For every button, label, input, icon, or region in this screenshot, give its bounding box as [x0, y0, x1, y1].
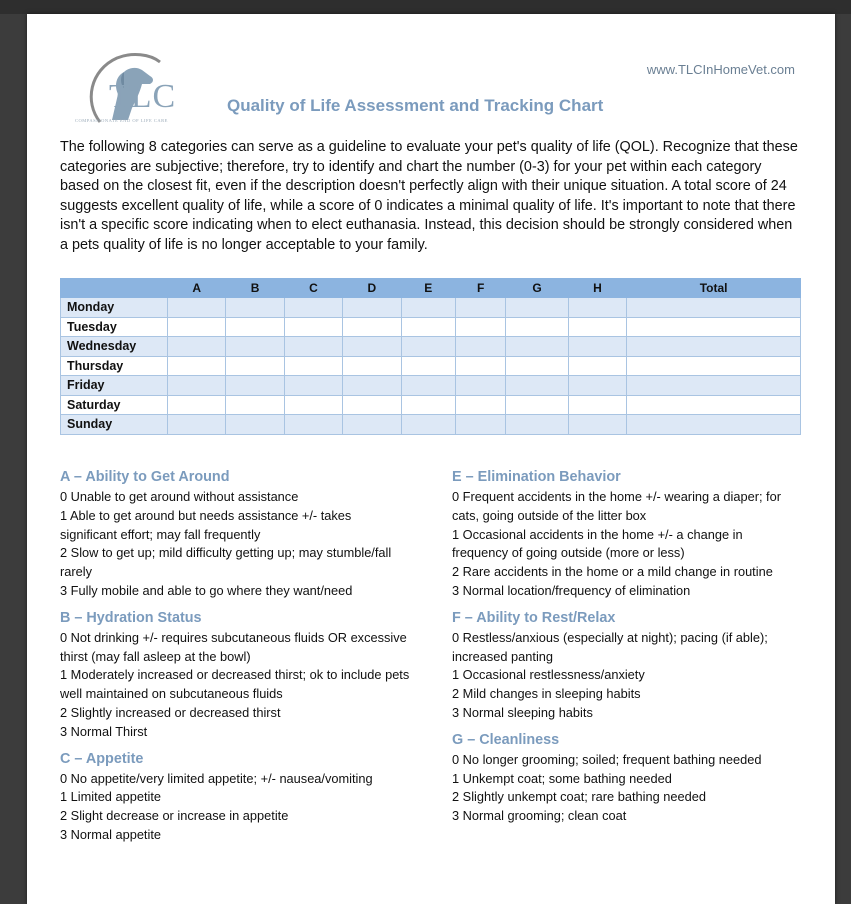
table-header-day [61, 279, 168, 298]
score-cell[interactable] [506, 395, 568, 415]
category-item: 1 Moderately increased or decreased thirst; ok to include pets well maintained on subcutaneous fluids [60, 667, 410, 702]
score-cell[interactable] [168, 337, 226, 357]
category-title: F – Ability to Rest/Relax [452, 609, 616, 626]
score-cell[interactable] [284, 317, 342, 337]
category-item: 3 Normal Thirst [60, 723, 148, 739]
category-item: 0 Frequent accidents in the home +/- wearing a diaper; for cats, going outside of the litter box [452, 489, 781, 523]
viewer-top-bar [0, 0, 851, 14]
score-cell[interactable] [226, 395, 284, 415]
score-cell[interactable] [627, 356, 801, 376]
score-cell[interactable] [455, 376, 505, 396]
day-label: Tuesday [61, 317, 168, 337]
score-cell[interactable] [506, 298, 568, 318]
score-cell[interactable] [627, 415, 801, 435]
score-cell[interactable] [506, 337, 568, 357]
score-cell[interactable] [627, 317, 801, 337]
category-block [452, 609, 802, 723]
day-label: Friday [61, 376, 168, 396]
score-cell[interactable] [568, 317, 626, 337]
tracking-table-header [61, 279, 801, 298]
score-cell[interactable] [627, 395, 801, 415]
score-cell[interactable] [343, 356, 401, 376]
score-cell[interactable] [401, 356, 455, 376]
day-label: Wednesday [61, 337, 168, 357]
score-cell[interactable] [226, 376, 284, 396]
category-item: 1 Unkempt coat; some bathing needed [452, 770, 672, 786]
score-cell[interactable] [455, 337, 505, 357]
table-row [61, 415, 801, 435]
score-cell[interactable] [284, 415, 342, 435]
score-cell[interactable] [455, 415, 505, 435]
category-item: 2 Mild changes in sleeping habits [452, 686, 641, 702]
score-cell[interactable] [168, 298, 226, 318]
category-title: E – Elimination Behavior [452, 469, 621, 485]
table-row [61, 356, 801, 376]
category-item: 2 Slow to get up; mild difficulty getting up; may stumble/fall rarely [60, 545, 392, 580]
score-cell[interactable] [506, 415, 568, 435]
score-cell[interactable] [168, 317, 226, 337]
score-cell[interactable] [455, 317, 505, 337]
score-cell[interactable] [506, 317, 568, 337]
category-item: 0 No appetite/very limited appetite; +/- nausea/vomiting [60, 770, 373, 786]
table-header-f: F [455, 279, 505, 298]
category-item: 2 Slight decrease or increase in appetite [60, 808, 289, 824]
table-header-h: H [568, 279, 626, 298]
category-item: 0 Not drinking +/- requires subcutaneous fluids OR excessive thirst (may fall asleep at the bowl) [60, 629, 407, 664]
category-item: 1 Occasional accidents in the home +/- a change in frequency of going outside (more or less) [452, 526, 743, 561]
score-cell[interactable] [226, 317, 284, 337]
score-cell[interactable] [455, 298, 505, 318]
day-label: Saturday [61, 395, 168, 415]
score-cell[interactable] [568, 415, 626, 435]
category-block [60, 468, 410, 601]
table-header-e: E [401, 279, 455, 298]
categories-left-column [60, 468, 410, 853]
score-cell[interactable] [627, 298, 801, 318]
category-title: G – Cleanliness [452, 731, 560, 748]
score-cell[interactable] [627, 376, 801, 396]
score-cell[interactable] [627, 337, 801, 357]
score-cell[interactable] [401, 337, 455, 357]
score-cell[interactable] [568, 356, 626, 376]
score-cell[interactable] [401, 395, 455, 415]
category-block [60, 750, 410, 845]
day-label: Thursday [61, 356, 168, 376]
table-row [61, 298, 801, 318]
score-cell[interactable] [226, 337, 284, 357]
category-title: A – Ability to Get Around [60, 469, 230, 485]
score-cell[interactable] [506, 356, 568, 376]
score-cell[interactable] [226, 415, 284, 435]
table-row [61, 337, 801, 357]
table-header-total: Total [627, 279, 801, 298]
table-header-d: D [343, 279, 401, 298]
category-item: 3 Normal location/frequency of elimination [452, 582, 691, 598]
score-cell[interactable] [568, 395, 626, 415]
score-cell[interactable] [343, 376, 401, 396]
score-cell[interactable] [343, 337, 401, 357]
score-cell[interactable] [401, 415, 455, 435]
document-page [27, 14, 835, 904]
category-block [60, 609, 410, 742]
website-link[interactable]: www.TLCInHomeVet.com [646, 62, 795, 77]
intro-paragraph: The following 8 categories can serve as a guideline to evaluate your pet's quality of life (QOL). Recognize that these categories are subjective; therefore, try to identify and chart the number (0-3) for your pet within each category based on the closest fit, even if the description doesn't perfectly align with their unique situation. A total score of 24 suggests excellent quality of life, while a score of 0 indicates a minimal quality of life. It's important to note that there isn't a specific score indicating when to elect euthanasia. Instead, this decision should be strongly considered when a pets quality of life is no longer acceptable to your family. [60, 139, 798, 253]
table-row [61, 317, 801, 337]
logo-tagline: COMPASSIONATE END OF LIFE CARE [75, 118, 168, 123]
score-cell[interactable] [168, 356, 226, 376]
table-header-a: A [168, 279, 226, 298]
score-cell[interactable] [284, 376, 342, 396]
category-item: 1 Occasional restlessness/anxiety [452, 667, 645, 683]
category-item: 2 Slightly increased or decreased thirst [60, 704, 281, 720]
score-cell[interactable] [226, 298, 284, 318]
table-header-g: G [506, 279, 568, 298]
category-item: 0 Unable to get around without assistance [60, 489, 299, 504]
score-cell[interactable] [568, 298, 626, 318]
score-cell[interactable] [401, 376, 455, 396]
table-header-b: B [226, 279, 284, 298]
category-block [452, 731, 802, 826]
score-cell[interactable] [284, 356, 342, 376]
score-cell[interactable] [343, 317, 401, 337]
category-item: 3 Fully mobile and able to go where they want/need [60, 582, 353, 598]
score-cell[interactable] [568, 376, 626, 396]
category-title: B – Hydration Status [60, 609, 202, 626]
category-item: 3 Normal grooming; clean coat [452, 808, 627, 824]
category-block [452, 468, 802, 601]
score-cell[interactable] [284, 337, 342, 357]
tlc-logo [62, 42, 242, 142]
table-row [61, 376, 801, 396]
score-cell[interactable] [343, 395, 401, 415]
category-item: 0 No longer grooming; soiled; frequent bathing needed [452, 751, 762, 767]
category-item: 1 Able to get around but needs assistance +/- takes significant effort; may fall frequently [60, 507, 352, 542]
category-item: 0 Restless/anxious (especially at night); pacing (if able); increased panting [452, 629, 768, 664]
score-cell[interactable] [343, 298, 401, 318]
category-item: 2 Slightly unkempt coat; rare bathing needed [452, 789, 706, 805]
score-cell[interactable] [284, 395, 342, 415]
score-cell[interactable] [226, 356, 284, 376]
score-cell[interactable] [168, 395, 226, 415]
day-label: Monday [61, 298, 168, 318]
score-cell[interactable] [343, 415, 401, 435]
score-cell[interactable] [168, 415, 226, 435]
category-item: 3 Normal sleeping habits [452, 704, 593, 720]
logo-text: TLC [109, 78, 177, 115]
page-title: Quality of Life Assessment and Tracking Chart [227, 96, 604, 115]
table-header-c: C [284, 279, 342, 298]
category-item: 3 Normal appetite [60, 826, 162, 842]
tracking-table [60, 278, 801, 435]
table-row [61, 395, 801, 415]
score-cell[interactable] [284, 298, 342, 318]
score-cell[interactable] [455, 395, 505, 415]
score-cell[interactable] [401, 317, 455, 337]
category-item: 2 Rare accidents in the home or a mild change in routine [452, 564, 773, 580]
category-item: 1 Limited appetite [60, 789, 162, 805]
score-cell[interactable] [401, 298, 455, 318]
score-cell[interactable] [506, 376, 568, 396]
score-cell[interactable] [168, 376, 226, 396]
category-title: C – Appetite [60, 750, 144, 767]
day-label: Sunday [61, 415, 168, 435]
score-cell[interactable] [568, 337, 626, 357]
score-cell[interactable] [455, 356, 505, 376]
categories-right-column [452, 468, 802, 834]
